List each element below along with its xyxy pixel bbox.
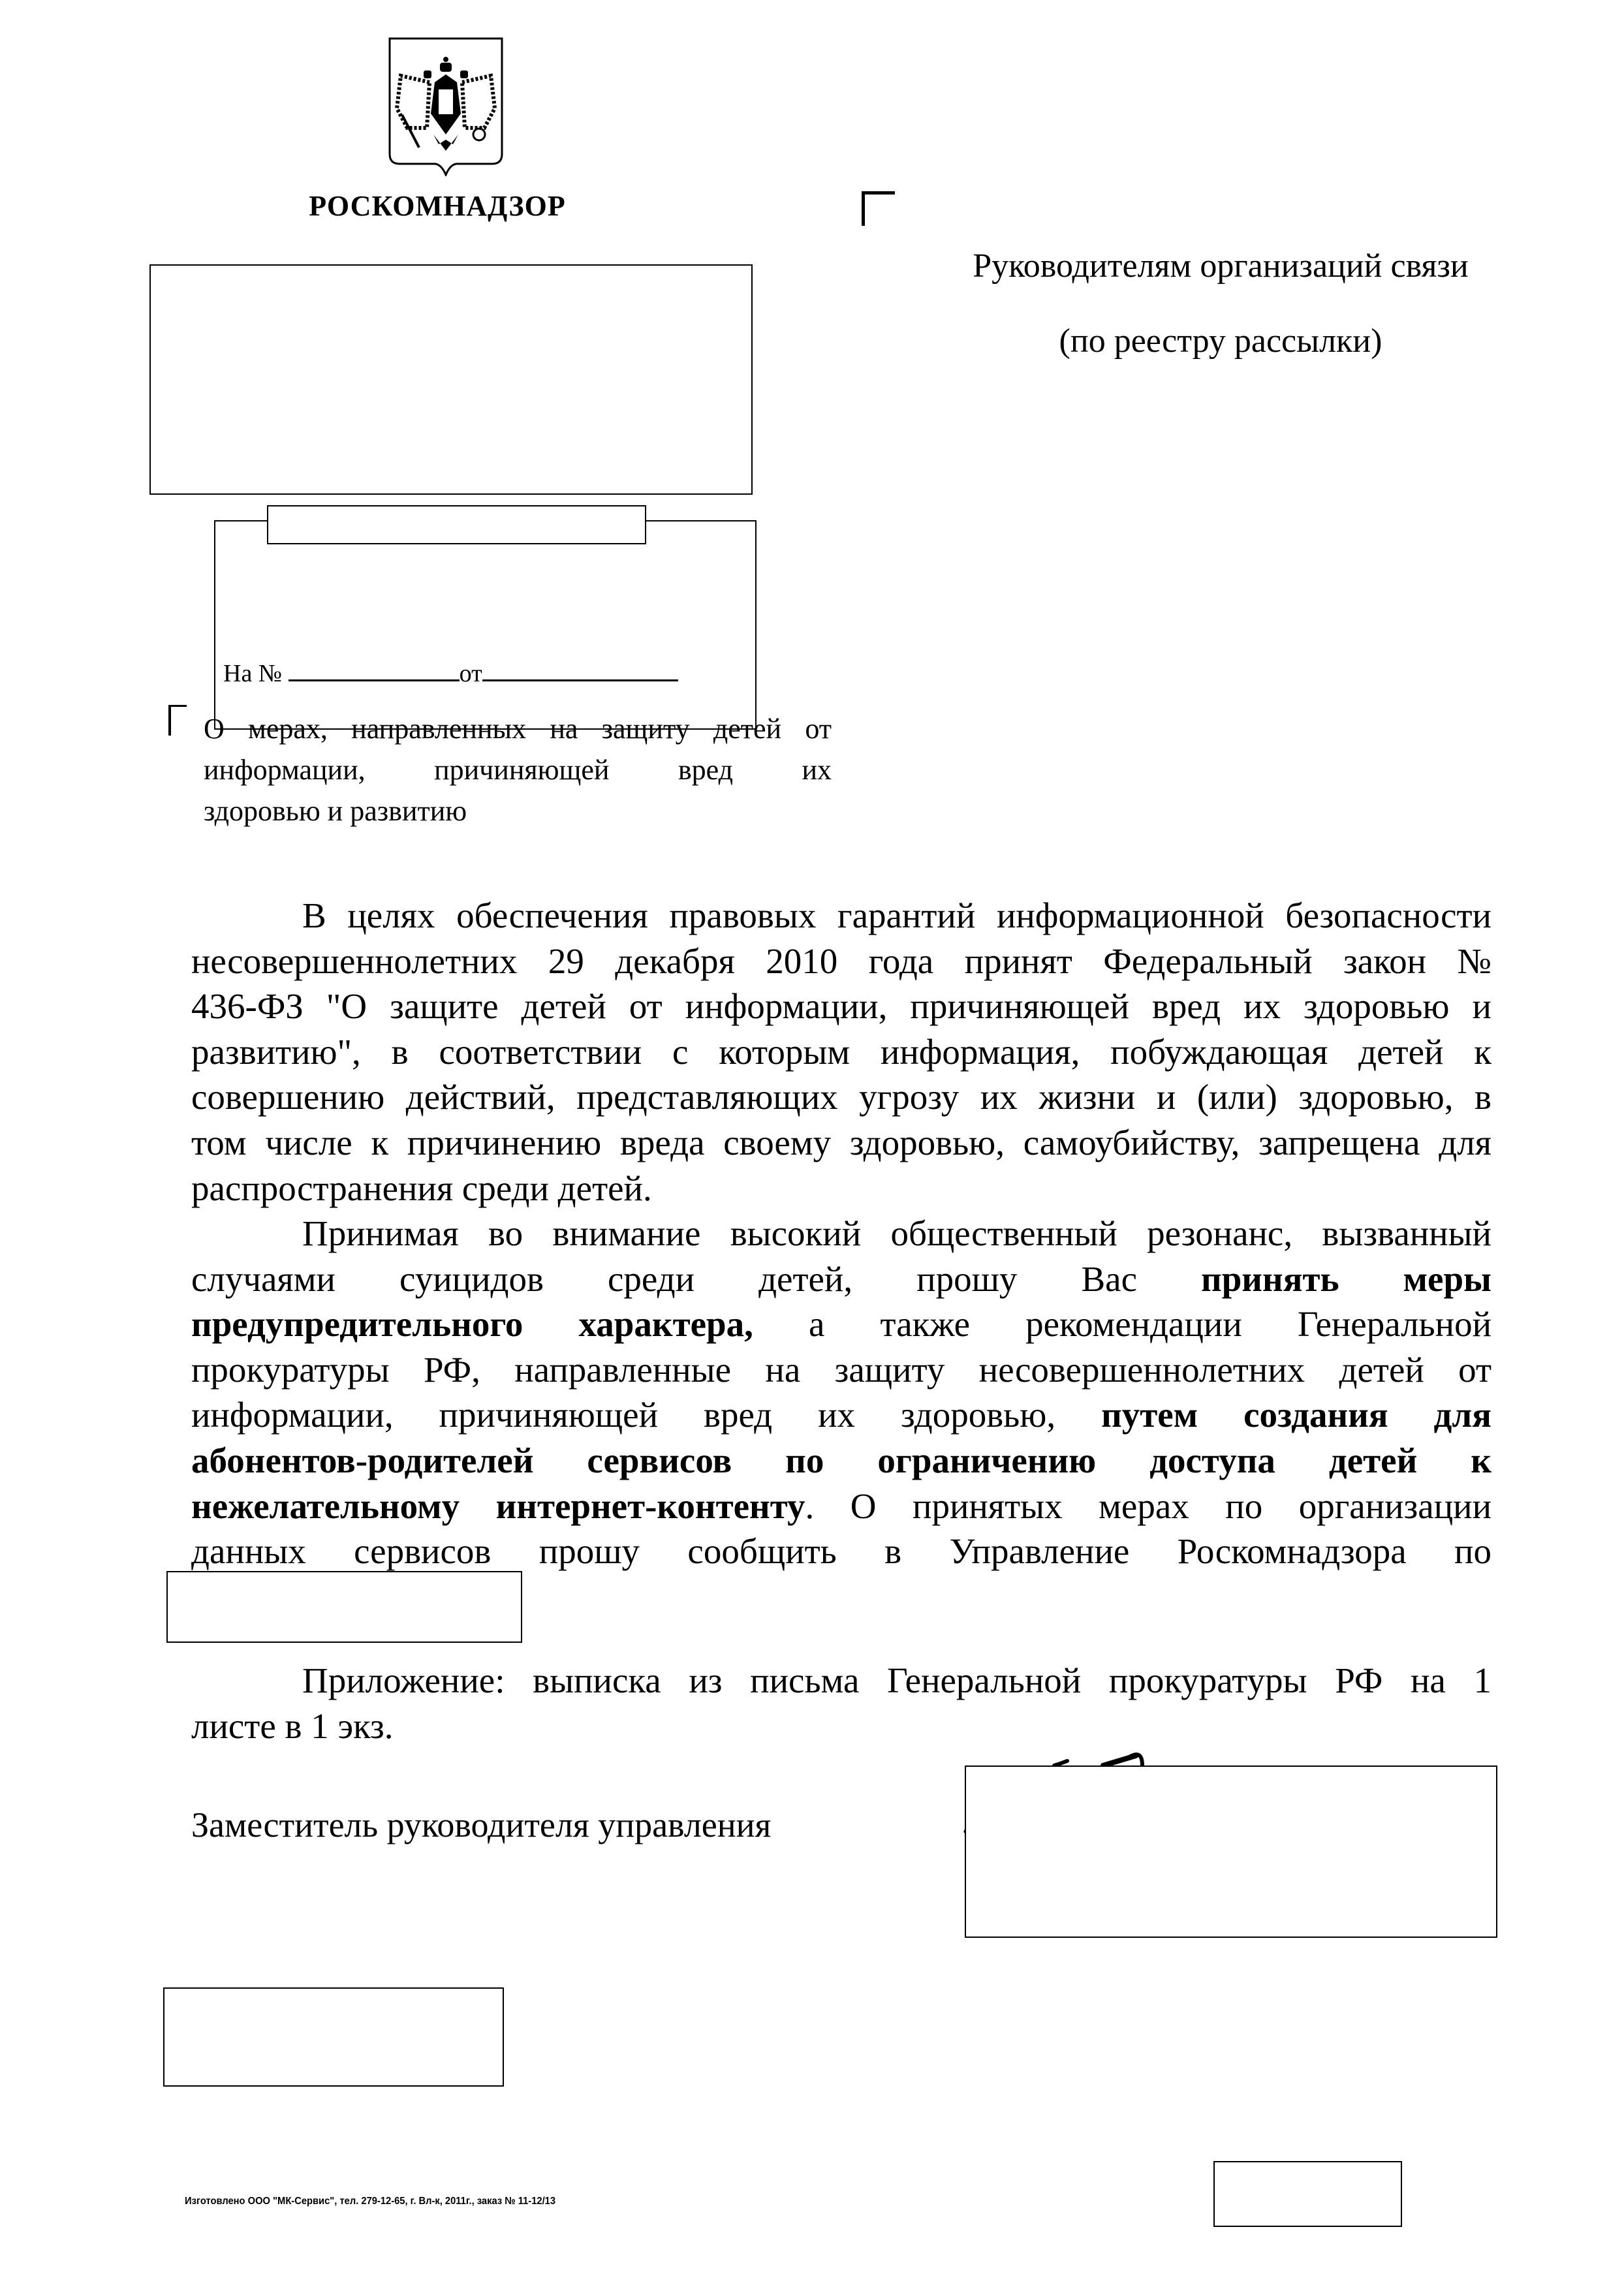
text-line: несовершеннолетних 29 декабря 2010 года принят Федеральный закон №: [191, 941, 1491, 981]
reference-line: [223, 659, 678, 688]
text-emphasis: нежелательному интернет-контенту: [191, 1486, 805, 1526]
text-normal: случаями суицидов среди детей, прошу Вас: [191, 1258, 1137, 1299]
text-emphasis: путем создания для: [1101, 1395, 1491, 1435]
text-line: распространения среди детей.: [191, 1168, 652, 1208]
text-line: [191, 1392, 1491, 1438]
text-line: 436-ФЗ "О защите детей от информации, причиняющей вред их здоровью и: [191, 986, 1491, 1027]
text-line: В целях обеспечения правовых гарантий информационной безопасности: [302, 895, 1491, 935]
text-line: [191, 1484, 1491, 1529]
text-emphasis: абонентов-родителей сервисов по ограничению доступа детей к: [191, 1440, 1491, 1480]
text-line: Приложение: выписка из письма Генеральной прокуратуры РФ на 1: [302, 1660, 1491, 1700]
text-normal: а также рекомендации Генеральной: [808, 1304, 1492, 1345]
text-emphasis: предупредительного характера,: [191, 1304, 753, 1345]
recipient-note: (по реестру рассылки): [1059, 322, 1382, 360]
redacted-signature-box: [965, 1766, 1497, 1938]
agency-name: РОСКОМНАДЗОР: [309, 190, 566, 222]
redacted-executor-box: [163, 1987, 504, 2087]
redacted-address-box: [149, 264, 753, 495]
signer-title: Заместитель руководителя управления: [191, 1805, 772, 1844]
redacted-form-number-box: [1213, 2161, 1402, 2227]
recipient-line: Руководителям организаций связи: [973, 247, 1469, 285]
subject-line: здоровью и развитию: [204, 795, 467, 827]
redacted-outgoing-number-box: [214, 520, 757, 730]
text-normal: . О принятых мерах по организации: [805, 1486, 1491, 1526]
paragraph-request: [191, 1211, 1491, 1574]
recipient-corner-mark: [862, 191, 895, 226]
text-line: [191, 1256, 1491, 1302]
text-emphasis: принять меры: [1201, 1258, 1491, 1299]
recipient-block: [914, 228, 1527, 379]
text-normal: информации, причиняющей вред их здоровью,: [191, 1395, 1056, 1435]
reference-date-label: от: [459, 660, 482, 687]
text-line: [191, 1438, 1491, 1484]
text-line: Принимая во внимание высокий общественный резонанс, вызванный: [302, 1213, 1491, 1253]
printer-footer: Изготовлено ООО "МК-Сервис", тел. 279-12-65, г. Вл-к, 2011г., заказ № 11-12/13: [185, 2196, 556, 2207]
reference-number-field: [289, 660, 460, 681]
reference-number-label: На №: [223, 660, 283, 687]
redacted-region-name-box: [166, 1571, 522, 1643]
subject-line: информации, причиняющей вред их: [204, 754, 832, 786]
text-line: развитию", в соответствии с которым информация, побуждающая детей к: [191, 1031, 1491, 1072]
text-line: прокуратуры РФ, направленные на защиту несовершеннолетних детей от: [191, 1349, 1491, 1390]
reference-date-field: [482, 660, 678, 681]
subject-corner-mark: [168, 705, 187, 736]
subject-heading: [204, 708, 832, 832]
text-line: том числе к причинению вреда своему здоровью, самоубийству, запрещена для: [191, 1122, 1491, 1162]
russian-coat-of-arms-icon: [388, 37, 504, 176]
attachment-note: [191, 1658, 1491, 1749]
text-line: совершению действий, представляющих угрозу их жизни и (или) здоровью, в: [191, 1077, 1491, 1117]
paragraph-law-reference: [191, 893, 1491, 1211]
subject-line: О мерах, направленных на защиту детей от: [204, 713, 832, 745]
text-line: листе в 1 экз.: [191, 1705, 394, 1746]
text-line: данных сервисов прошу сообщить в Управление Роскомнадзора по: [191, 1531, 1491, 1572]
redacted-stamp-box: [267, 505, 646, 544]
text-line: [191, 1301, 1491, 1347]
